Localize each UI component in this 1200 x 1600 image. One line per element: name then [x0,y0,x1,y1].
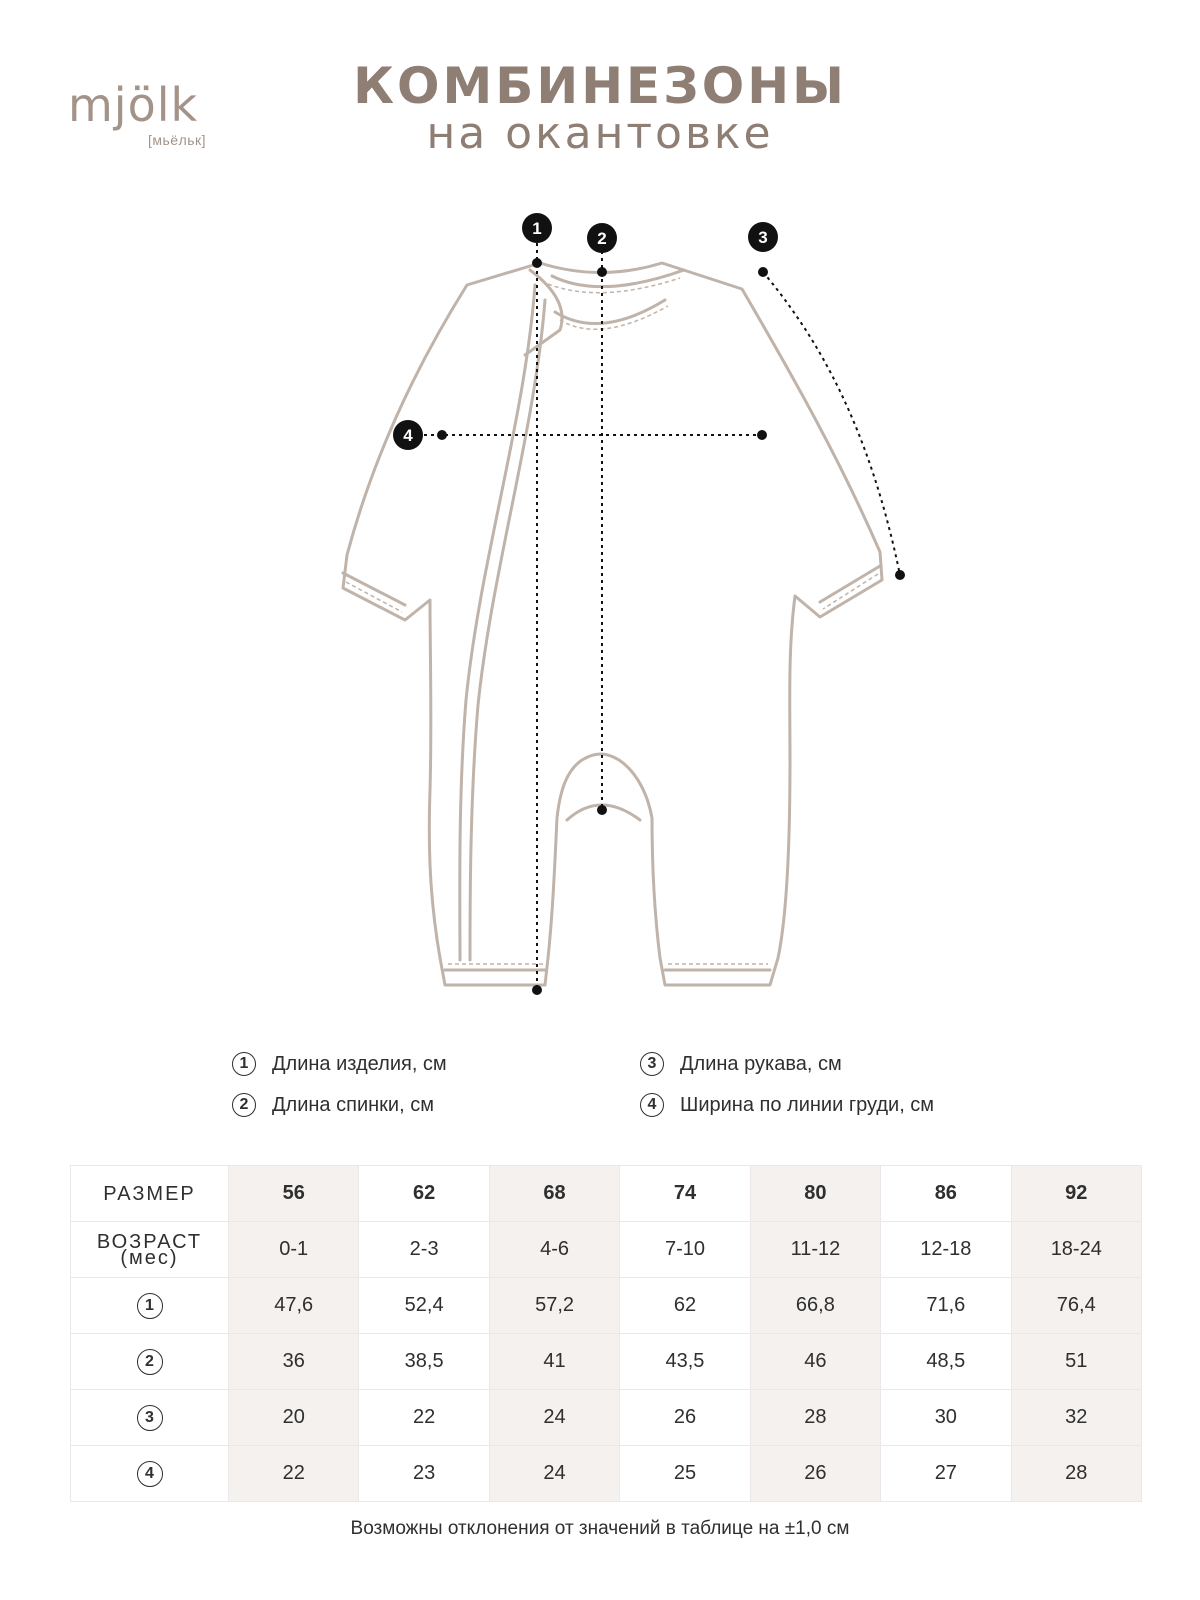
legend-item-3 [640,1052,842,1076]
value-cell: 27 [881,1446,1011,1502]
svg-text:3: 3 [758,228,768,247]
age-row [71,1222,1142,1278]
value-cell: 43,5 [620,1334,750,1390]
row-marker [71,1334,229,1390]
value-cell: 25 [620,1446,750,1502]
value-cell: 66,8 [750,1278,880,1334]
value-cell: 32 [1011,1390,1141,1446]
age-cell: 11-12 [750,1222,880,1278]
measure-line-3 [763,272,900,575]
svg-text:4: 4 [403,426,413,445]
row-number: 4 [137,1461,163,1487]
value-cell: 24 [489,1446,619,1502]
value-cell: 28 [750,1390,880,1446]
age-label [71,1222,229,1278]
value-cell: 30 [881,1390,1011,1446]
jumpsuit-silhouette [343,263,882,985]
value-cell: 48,5 [881,1334,1011,1390]
legend-number-2: 2 [232,1093,256,1117]
table-row [71,1278,1142,1334]
size-cell: 56 [229,1166,359,1222]
value-cell: 46 [750,1334,880,1390]
svg-text:1: 1 [532,219,542,238]
value-cell: 24 [489,1390,619,1446]
value-cell: 71,6 [881,1278,1011,1334]
marker-3 [748,222,778,252]
row-marker [71,1278,229,1334]
size-table [70,1165,1142,1502]
marker-2 [587,223,617,253]
value-cell: 22 [359,1390,489,1446]
row-number: 2 [137,1349,163,1375]
value-cell: 22 [229,1446,359,1502]
age-cell: 7-10 [620,1222,750,1278]
size-cell: 74 [620,1166,750,1222]
age-cell: 12-18 [881,1222,1011,1278]
legend-item-2 [232,1093,434,1117]
value-cell: 76,4 [1011,1278,1141,1334]
value-cell: 57,2 [489,1278,619,1334]
legend-number-3: 3 [640,1052,664,1076]
value-cell: 52,4 [359,1278,489,1334]
row-marker [71,1390,229,1446]
table-row [71,1334,1142,1390]
legend-text-3: Длина рукава, см [680,1052,842,1075]
value-cell: 38,5 [359,1334,489,1390]
stitching [346,278,878,964]
value-cell: 26 [750,1446,880,1502]
svg-text:2: 2 [597,229,607,248]
tolerance-note: Возможны отклонения от значений в таблице на ±1,0 см [350,1518,850,1539]
value-cell: 36 [229,1334,359,1390]
age-cell: 4-6 [489,1222,619,1278]
measurement-points [437,258,905,995]
legend-text-1: Длина изделия, см [272,1052,447,1075]
legend-text-4: Ширина по линии груди, см [680,1093,935,1116]
size-cell: 86 [881,1166,1011,1222]
row-number: 3 [137,1405,163,1431]
size-cell: 68 [489,1166,619,1222]
legend-number-4: 4 [640,1093,664,1117]
marker-4 [393,420,423,450]
age-cell: 0-1 [229,1222,359,1278]
size-cell: 80 [750,1166,880,1222]
right-cuff [820,566,880,602]
value-cell: 23 [359,1446,489,1502]
inner-neckline [555,300,665,324]
measurement-legend [0,1052,1200,1144]
legend-item-4 [640,1093,934,1117]
value-cell: 26 [620,1390,750,1446]
title-sub: на окантовке [426,108,774,159]
value-cell: 41 [489,1334,619,1390]
table-row [71,1446,1142,1502]
value-cell: 47,6 [229,1278,359,1334]
value-cell: 20 [229,1390,359,1446]
logo-transliteration: [мьёльк] [148,132,207,148]
value-cell: 28 [1011,1446,1141,1502]
legend-text-2: Длина спинки, см [272,1093,434,1116]
title-main: КОМБИНЕЗОНЫ [353,57,847,115]
logo-wordmark: mjölk [68,78,199,132]
garment-outline [343,263,882,985]
row-number: 1 [137,1293,163,1319]
size-cell: 62 [359,1166,489,1222]
value-cell: 51 [1011,1334,1141,1390]
marker-1 [522,213,552,243]
legend-item-1 [232,1052,447,1076]
age-cell: 18-24 [1011,1222,1141,1278]
age-label-line2: (мес) [120,1246,179,1269]
size-cell: 92 [1011,1166,1141,1222]
row-marker [71,1446,229,1502]
size-label: РАЗМЕР [71,1166,229,1222]
age-cell: 2-3 [359,1222,489,1278]
legend-number-1: 1 [232,1052,256,1076]
size-row [71,1166,1142,1222]
value-cell: 62 [620,1278,750,1334]
age-label-line1: ВОЗРАСТ [96,1230,203,1253]
front-placket-inner [470,300,545,960]
left-cuff [343,573,405,605]
table-row [71,1390,1142,1446]
